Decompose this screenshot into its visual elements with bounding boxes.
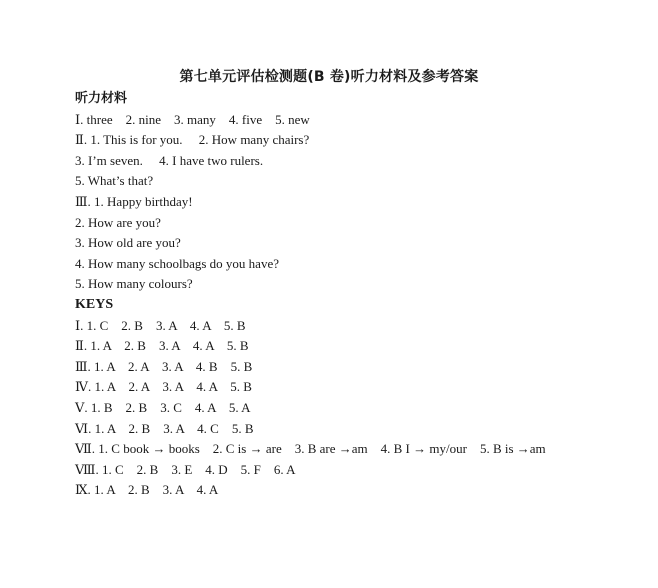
document-body [75,89,635,501]
key-line: Ⅲ. 1. A 2. A 3. A 4. B 5. B [75,358,253,374]
listening-line: 5. How many colours? [75,276,193,292]
document-title: 第七单元评估检测题(B 卷)听力材料及参考答案 [179,69,479,85]
listening-line: Ⅲ. 1. Happy birthday! [75,193,193,209]
key-line: Ⅶ. 1. C book → books 2. C is → are 3. B are →am 4. B I → my/our 5. B is →am [75,441,546,457]
listening-line: 3. How old are you? [75,235,181,251]
listening-line: 4. How many schoolbags do you have? [75,255,279,271]
key-line: Ⅵ. 1. A 2. B 3. A 4. C 5. B [75,420,254,436]
key-line: Ⅷ. 1. C 2. B 3. E 4. D 5. F 6. A [75,461,296,477]
key-line: Ⅳ. 1. A 2. A 3. A 4. A 5. B [75,379,252,395]
key-line: Ⅴ. 1. B 2. B 3. C 4. A 5. A [75,399,251,415]
key-line: Ⅰ. 1. C 2. B 3. A 4. A 5. B [75,317,246,333]
listening-line: 5. What’s that? [75,173,154,189]
key-line: Ⅱ. 1. A 2. B 3. A 4. A 5. B [75,338,249,354]
keys-heading: KEYS [75,296,114,312]
listening-line: Ⅰ. three 2. nine 3. many 4. five 5. new [75,111,310,127]
listening-heading: 听力材料 [75,91,128,106]
listening-line: 2. How are you? [75,214,161,230]
listening-line: 3. I’m seven. 4. I have two rulers. [75,152,264,168]
key-line: Ⅸ. 1. A 2. B 3. A 4. A [75,482,219,498]
listening-line: Ⅱ. 1. This is for you. 2. How many chairs? [75,132,310,148]
